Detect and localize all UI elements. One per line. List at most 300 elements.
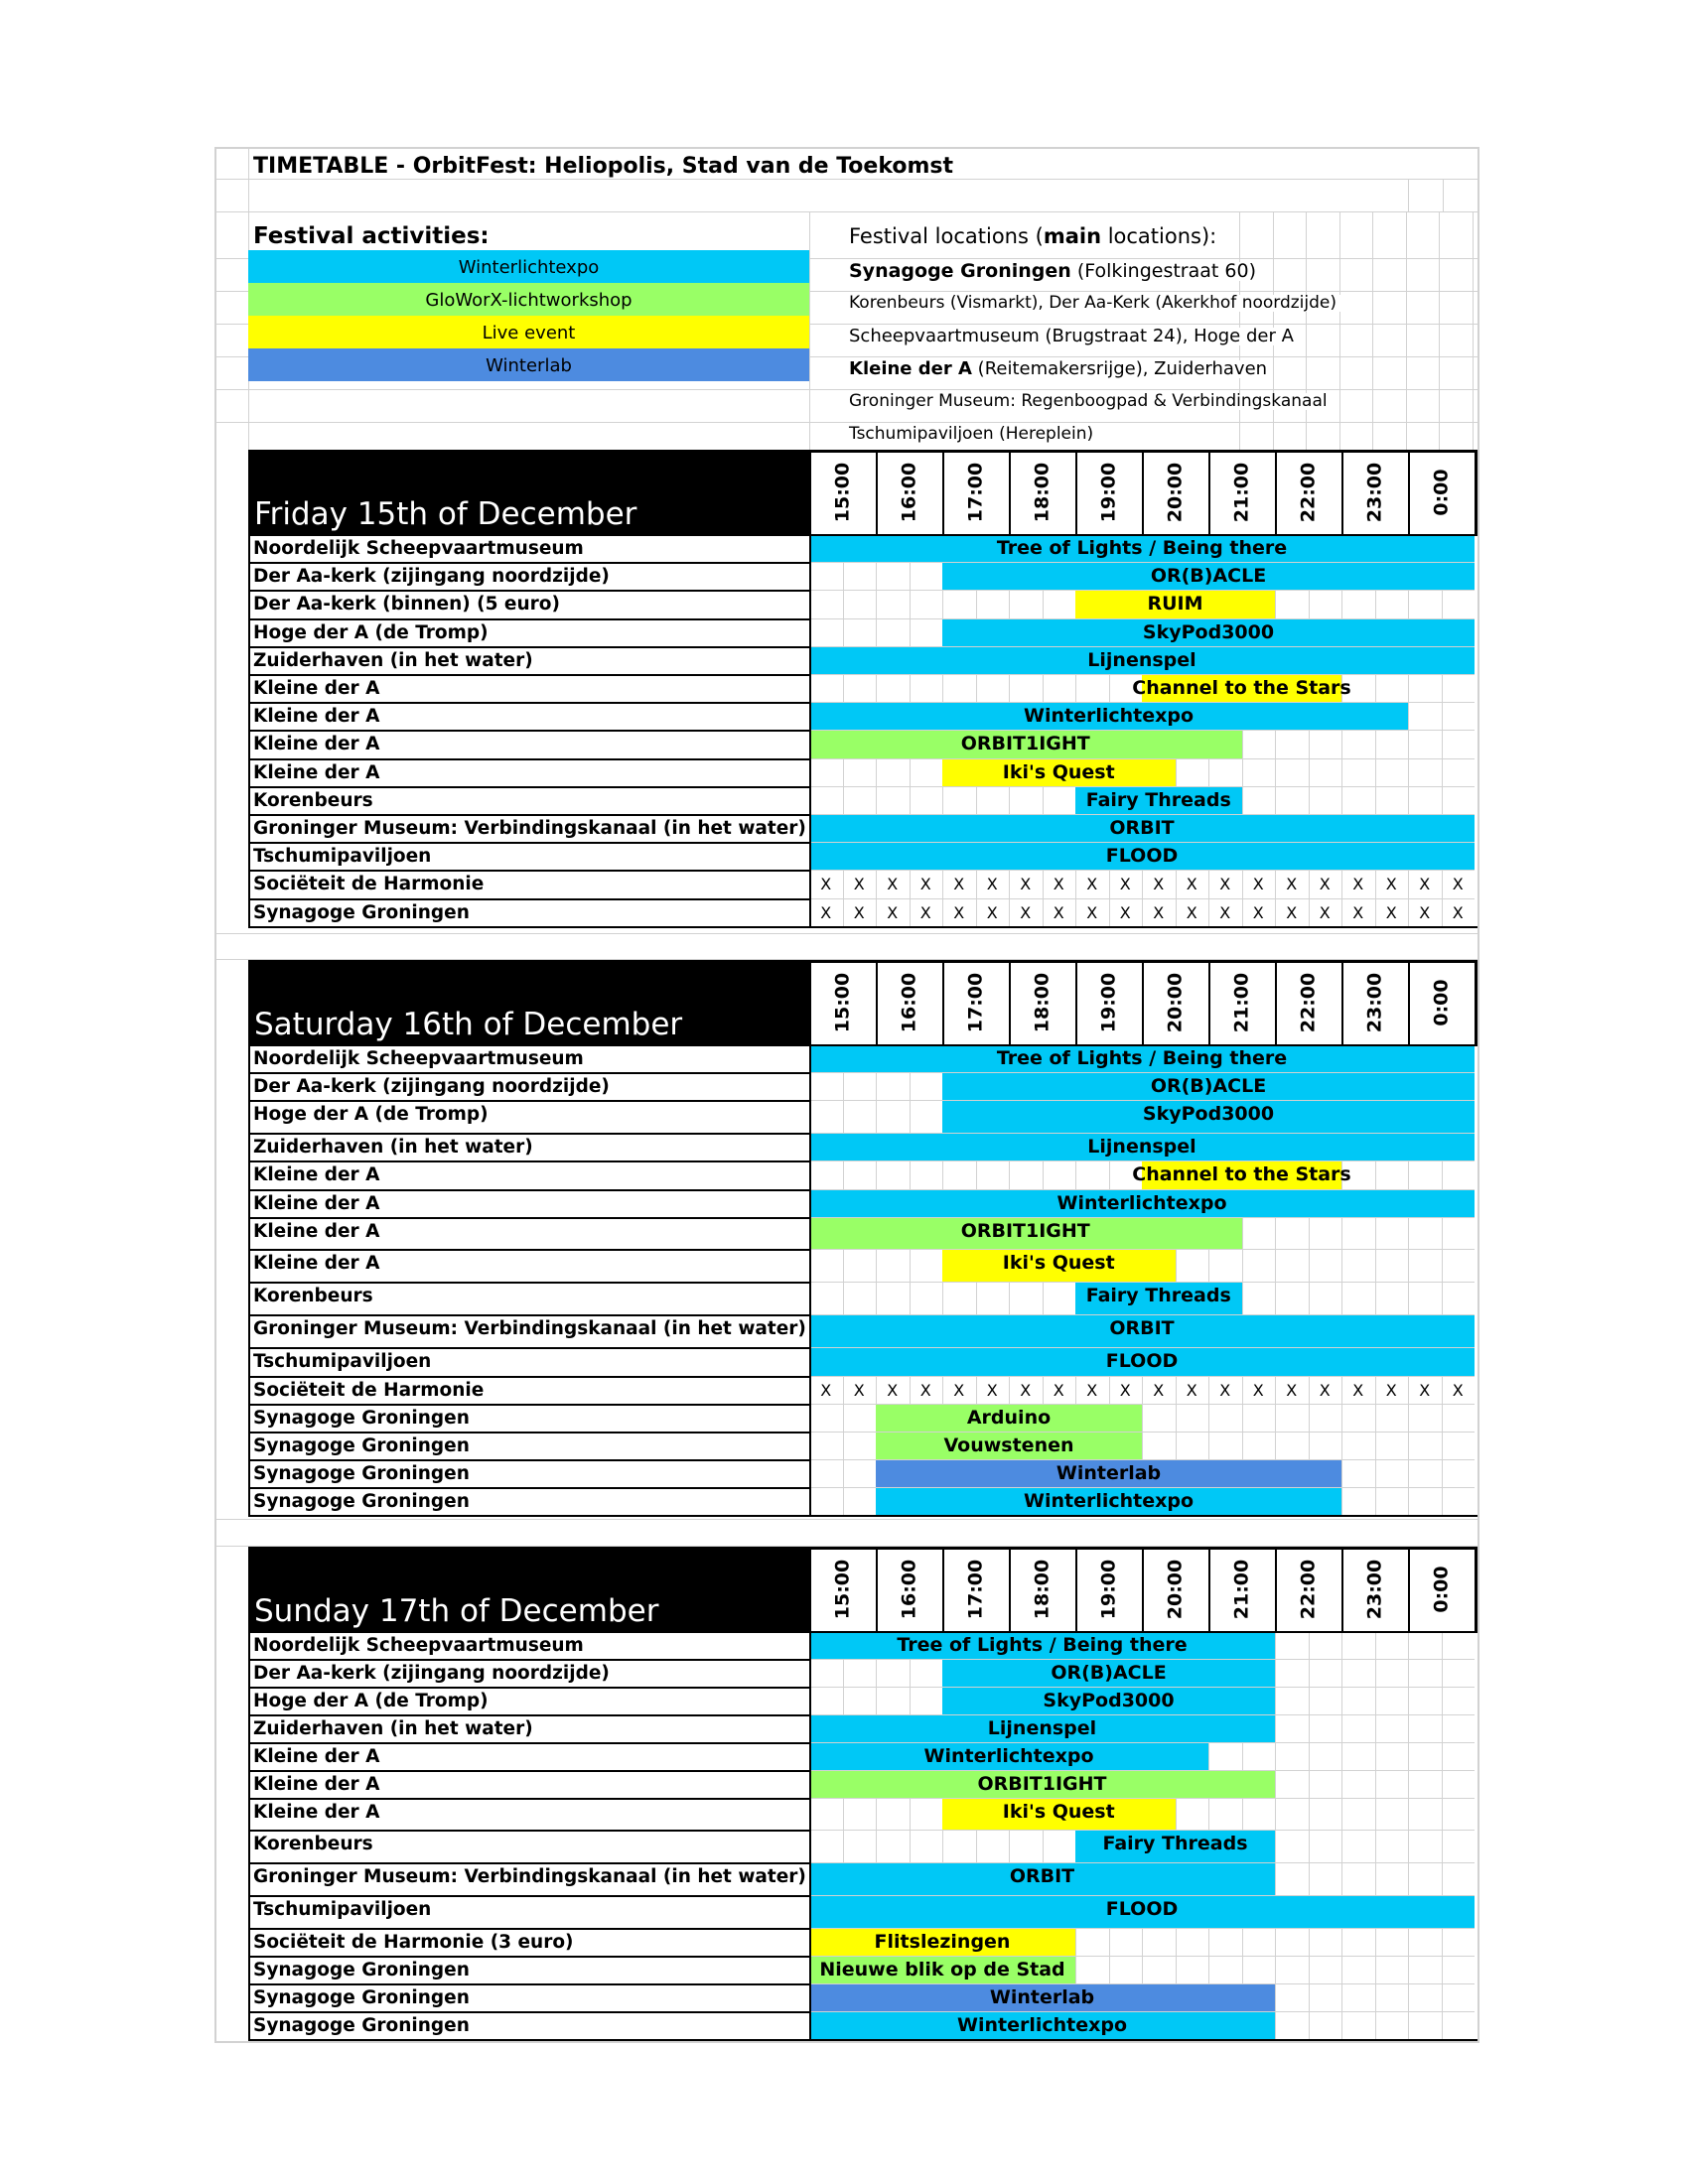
closed-x-mark: X [1419,875,1431,894]
header-bottom-line [248,1044,1477,1046]
row-line [248,1100,809,1102]
legend-label: Winterlab [486,355,572,376]
hour-label: 21:00 [1230,462,1252,522]
sub-grid-line [1442,1631,1443,2039]
hour-col-line [876,450,878,534]
location-detail: (Folkingestraat 60) [1070,260,1256,282]
venue-name: Hoge der A (de Tromp) [253,1691,489,1711]
activity-label: OR(B)ACLE [1051,1662,1167,1684]
closed-x-mark: X [1119,875,1131,894]
hour-label: 20:00 [1164,1559,1186,1619]
venue-name: Der Aa-kerk (zijingang noordzijde) [253,1663,610,1684]
top-grid-line [1408,179,1409,211]
activity-label: Winterlichtexpo [923,1745,1094,1767]
activity-label: OR(B)ACLE [1150,565,1267,588]
table-right-line [1476,450,1477,534]
hour-col-line [1208,450,1210,534]
activity-label: Fairy Threads [1085,1285,1231,1306]
row-line [248,1217,809,1219]
activity-label: OR(B)ACLE [1150,1075,1267,1097]
spacer-row-line [214,1519,1477,1520]
venue-name: Korenbeurs [253,789,373,811]
spacer-row-line [214,959,1477,960]
closed-x-mark: X [953,902,965,922]
venue-name: Kleine der A [253,1164,380,1185]
hour-label: 15:00 [831,972,853,1032]
row-line [248,618,809,620]
activity-label: FLOOD [1105,845,1179,868]
row-line [248,1742,809,1744]
closed-x-mark: X [1186,902,1197,922]
activity-label: SkyPod3000 [1043,1690,1175,1711]
row-line [248,1983,809,1985]
venue-name: Synagoge Groningen [253,1435,470,1456]
top-row-line [214,179,1477,180]
closed-x-mark: X [986,875,998,894]
table-bottom-line [248,926,1477,928]
venue-name: Synagoge Groningen [253,1408,470,1429]
legend-divider [809,211,810,450]
table-bottom-line [248,2039,1477,2041]
row-line [248,674,809,676]
activity-label: Fairy Threads [1102,1833,1248,1854]
hour-label: 18:00 [1031,1559,1053,1619]
venue-name: Groninger Museum: Verbindingskanaal (in het water) [253,1866,806,1887]
row-line [248,730,809,732]
activity-label: Arduino [966,1407,1052,1429]
closed-x-mark: X [1020,875,1032,894]
hour-label: 22:00 [1297,1559,1319,1619]
closed-x-mark: X [1286,902,1298,922]
activity-label: SkyPod3000 [1142,1103,1275,1125]
closed-x-mark: X [986,902,998,922]
venue-name: Kleine der A [253,734,380,755]
hour-label: 17:00 [964,1559,986,1619]
activity-label: Lijnenspel [1087,648,1196,671]
row-line [248,1487,809,1489]
closed-x-mark: X [1352,875,1364,894]
hour-col-line [1075,450,1077,534]
hour-col-line [1341,1547,1343,1631]
activity-label: SkyPod3000 [1142,620,1275,643]
hour-col-line [1341,960,1343,1044]
row-line [248,1404,809,1406]
row-line [248,1376,809,1378]
activity-label: ORBIT1IGHT [960,1220,1090,1242]
row-line [248,646,809,648]
hour-label: 21:00 [1230,972,1252,1032]
closed-x-mark: X [1252,875,1264,894]
sub-grid-line [1341,1631,1342,2039]
activity-label: Tree of Lights / Being there [996,537,1288,559]
hour-label: 16:00 [898,1559,919,1619]
table-right-line [1476,1547,1477,1631]
row-line [248,1687,809,1689]
row-line [248,1714,809,1716]
locations-heading-part: Festival locations ( [849,224,1044,248]
hour-col-line [1408,450,1410,534]
venue-name: Zuiderhaven (in het water) [253,1718,533,1739]
closed-x-mark: X [887,902,899,922]
names-right-line [809,1547,811,2040]
sub-grid-line [1375,1631,1376,2039]
closed-x-mark: X [1020,1381,1032,1400]
hour-col-line [1142,960,1144,1044]
hour-col-line [942,960,944,1044]
row-line [248,1830,809,1832]
row-grid-line [809,898,1475,899]
closed-x-mark: X [1186,875,1197,894]
row-line [248,1895,809,1897]
venue-name: Hoge der A (de Tromp) [253,621,489,643]
row-line [248,1347,809,1349]
activity-label: Winterlichtexpo [956,2014,1128,2036]
hour-col-line [1275,960,1277,1044]
table-left-line [248,1547,250,2039]
closed-x-mark: X [1385,1381,1397,1400]
activity-label: Iki's Quest [1002,1252,1115,1274]
closed-x-mark: X [1286,875,1298,894]
top-row-line [214,422,1477,423]
row-line [248,1133,809,1135]
table-left-line [248,960,250,1515]
hour-col-line [1341,450,1343,534]
hour-label: 17:00 [964,462,986,522]
page-title: TIMETABLE - OrbitFest: Heliopolis, Stad van de Toekomst [253,154,954,179]
closed-x-mark: X [1153,1381,1165,1400]
hour-label: 22:00 [1297,972,1319,1032]
closed-x-mark: X [1319,1381,1331,1400]
hour-col-line [942,1547,944,1631]
venue-name: Synagoge Groningen [253,1491,470,1512]
day-title: Sunday 17th of December [254,1593,659,1629]
closed-x-mark: X [1319,902,1331,922]
header-bottom-line [248,1631,1477,1633]
closed-x-mark: X [1452,902,1464,922]
location-item [849,295,1342,312]
top-grid-line [1372,211,1373,450]
hour-col-line [876,1547,878,1631]
activity-label: FLOOD [1105,1350,1179,1372]
location-detail: (Reitemakersrijge), Zuiderhaven [971,358,1268,379]
row-line [248,898,809,900]
locations-heading [849,226,1216,247]
venue-name: Zuiderhaven (in het water) [253,649,533,671]
activity-label: ORBIT1IGHT [960,733,1090,755]
venue-name: Tschumipaviljoen [253,1899,432,1920]
hour-label: 18:00 [1031,462,1053,522]
hour-col-line [1075,960,1077,1044]
closed-x-mark: X [1452,875,1464,894]
sheet-border-top [214,147,1477,149]
activity-label: Iki's Quest [1002,1801,1115,1823]
closed-x-mark: X [1252,902,1264,922]
row-line [248,870,809,872]
row-line [248,1659,809,1661]
venue-name: Hoge der A (de Tromp) [253,1104,489,1125]
activity-label: Winterlichtexpo [1056,1192,1227,1214]
closed-x-mark: X [953,1381,965,1400]
hour-col-line [1075,1547,1077,1631]
venue-name: Synagoge Groningen [253,2015,470,2036]
hour-label: 16:00 [898,462,919,522]
activity-label: ORBIT [1109,817,1175,839]
hour-col-line [1009,450,1011,534]
location-item [849,360,1273,378]
row-line [248,1928,809,1930]
venue-name: Groninger Museum: Verbindingskanaal (in het water) [253,1318,806,1339]
closed-x-mark: X [919,902,931,922]
location-item [849,262,1262,281]
location-detail: Korenbeurs (Vismarkt), Der Aa-Kerk (Akerkhof noordzijde) [849,293,1336,313]
activity-label: Channel to the Stars [1132,1163,1351,1185]
hour-label: 22:00 [1297,462,1319,522]
closed-x-mark: X [953,875,965,894]
venue-name: Sociëteit de Harmonie [253,874,485,895]
activity-label: Winterlichtexpo [1023,1490,1195,1512]
activity-label: Lijnenspel [1087,1136,1196,1158]
top-row-line [214,389,1477,390]
hour-label: 20:00 [1164,972,1186,1032]
activity-label: RUIM [1147,593,1203,615]
activity-label: Flitslezingen [874,1931,1011,1953]
closed-x-mark: X [1286,1381,1298,1400]
activity-label: Iki's Quest [1002,760,1115,783]
venue-name: Kleine der A [253,1221,380,1242]
venue-name: Korenbeurs [253,1834,373,1854]
venue-name: Kleine der A [253,1802,380,1823]
activity-label: Tree of Lights / Being there [897,1634,1188,1656]
locations-heading-part: locations): [1101,224,1217,248]
hour-label: 18:00 [1031,972,1053,1032]
closed-x-mark: X [1252,1381,1264,1400]
venue-name: Synagoge Groningen [253,901,470,923]
row-line [248,842,809,844]
activity-label: Winterlichtexpo [1023,705,1195,728]
names-right-line [809,450,811,927]
location-detail: Scheepvaartmuseum (Brugstraat 24), Hoge der A [849,326,1294,346]
venue-name: Kleine der A [253,1746,380,1767]
venue-name: Korenbeurs [253,1286,373,1306]
closed-x-mark: X [1219,902,1231,922]
venue-name: Tschumipaviljoen [253,1351,432,1372]
row-line [248,1432,809,1433]
hour-col-line [1275,450,1277,534]
closed-x-mark: X [1419,1381,1431,1400]
row-line [248,1459,809,1461]
hour-label: 0:00 [1430,468,1452,516]
venue-name: Tschumipaviljoen [253,846,432,868]
closed-x-mark: X [1053,902,1064,922]
hour-col-line [1275,1547,1277,1631]
closed-x-mark: X [1119,1381,1131,1400]
legend-label: Winterlichtexpo [458,257,600,278]
closed-x-mark: X [1086,902,1098,922]
top-row-line [214,211,1477,212]
hour-label: 15:00 [831,462,853,522]
hour-label: 15:00 [831,1559,853,1619]
activity-label: ORBIT [1109,1317,1175,1339]
row-line [248,1956,809,1958]
closed-x-mark: X [919,875,931,894]
venue-name: Der Aa-kerk (zijingang noordzijde) [253,1076,610,1097]
spacer-row-line [214,933,1477,934]
hour-col-line [1142,1547,1144,1631]
closed-x-mark: X [1153,902,1165,922]
hour-label: 21:00 [1230,1559,1252,1619]
venue-name: Synagoge Groningen [253,1987,470,2008]
closed-x-mark: X [887,875,899,894]
body-right-line [1477,1044,1478,1515]
row-line [248,1189,809,1191]
location-item [849,426,1099,443]
hour-label: 23:00 [1363,462,1385,522]
row-line [248,1072,809,1074]
venue-name: Der Aa-kerk (binnen) (5 euro) [253,594,560,615]
closed-x-mark: X [1053,875,1064,894]
hour-col-line [1408,960,1410,1044]
closed-x-mark: X [1053,1381,1064,1400]
activity-label: FLOOD [1105,1898,1179,1920]
table-left-line [248,450,250,926]
venue-name: Sociëteit de Harmonie (3 euro) [253,1932,574,1953]
row-line [248,758,809,760]
hour-col-line [876,960,878,1044]
closed-x-mark: X [820,1381,832,1400]
hour-label: 19:00 [1097,1559,1119,1619]
venue-name: Kleine der A [253,678,380,699]
row-line [248,562,809,564]
body-right-line [1477,534,1478,926]
closed-x-mark: X [1319,875,1331,894]
closed-x-mark: X [853,875,865,894]
activity-label: Channel to the Stars [1132,677,1351,699]
location-item [849,328,1300,345]
location-detail: Groninger Museum: Regenboogpad & Verbindingskanaal [849,391,1328,411]
venue-name: Synagoge Groningen [253,1960,470,1980]
venue-name: Kleine der A [253,1193,380,1214]
activity-label: Vouwstenen [943,1434,1074,1456]
hour-label: 0:00 [1430,978,1452,1026]
legend-heading: Festival activities: [253,223,490,249]
top-grid-line [1473,211,1474,450]
sub-grid-line [1309,1631,1310,2039]
legend-label: GloWorX-lichtworkshop [425,290,633,311]
row-line [248,786,809,788]
sub-grid-line [1408,1631,1409,2039]
venue-name: Der Aa-kerk (zijingang noordzijde) [253,566,610,588]
closed-x-mark: X [1219,875,1231,894]
venue-name: Kleine der A [253,1253,380,1274]
legend-label: Live event [482,323,576,343]
top-grid-line [1439,211,1440,450]
table-bottom-line [248,1515,1477,1517]
closed-x-mark: X [986,1381,998,1400]
hour-label: 16:00 [898,972,919,1032]
venue-name: Zuiderhaven (in het water) [253,1137,533,1158]
activity-label: Tree of Lights / Being there [996,1047,1288,1069]
spacer-row-line [214,1546,1477,1547]
header-bottom-line [248,534,1477,536]
activity-label: Lijnenspel [987,1717,1097,1739]
sub-grid-line [1275,1631,1276,2039]
location-item [849,393,1334,410]
row-line [248,590,809,592]
venue-name: Kleine der A [253,1774,380,1795]
closed-x-mark: X [1219,1381,1231,1400]
sheet-border-left [214,147,216,2043]
hour-col-line [1009,960,1011,1044]
activity-label: Nieuwe blik op de Stad [819,1959,1065,1980]
row-line [248,2011,809,2013]
row-line [248,814,809,816]
venue-name: Groninger Museum: Verbindingskanaal (in het water) [253,818,806,839]
table-right-line [1476,960,1477,1044]
row-grid-line [809,870,1475,871]
venue-name: Noordelijk Scheepvaartmuseum [253,1635,584,1656]
row-line [248,1282,809,1284]
hour-col-line [942,450,944,534]
closed-x-mark: X [1352,1381,1364,1400]
day-title: Friday 15th of December [254,496,637,532]
closed-x-mark: X [1186,1381,1197,1400]
hour-label: 19:00 [1097,972,1119,1032]
closed-x-mark: X [820,875,832,894]
venue-name: Kleine der A [253,761,380,783]
hour-col-line [1142,450,1144,534]
venue-name: Noordelijk Scheepvaartmuseum [253,1048,584,1069]
row-line [248,1770,809,1772]
row-line [248,1862,809,1864]
closed-x-mark: X [853,1381,865,1400]
closed-x-mark: X [820,902,832,922]
closed-x-mark: X [1020,902,1032,922]
closed-x-mark: X [1086,1381,1098,1400]
names-right-line [809,960,811,1516]
closed-x-mark: X [1352,902,1364,922]
hour-label: 20:00 [1164,462,1186,522]
hour-label: 17:00 [964,972,986,1032]
closed-x-mark: X [887,1381,899,1400]
venue-name: Noordelijk Scheepvaartmuseum [253,538,584,559]
closed-x-mark: X [853,902,865,922]
top-grid-line [1406,211,1407,450]
venue-name: Kleine der A [253,706,380,728]
hour-label: 23:00 [1363,972,1385,1032]
row-line [248,1314,809,1316]
hour-label: 19:00 [1097,462,1119,522]
top-grid-line [1339,211,1340,450]
day-title: Saturday 16th of December [254,1007,683,1042]
hour-col-line [1408,1547,1410,1631]
row-line [248,1249,809,1251]
hour-label: 23:00 [1363,1559,1385,1619]
row-line [248,702,809,704]
location-name: Kleine der A [849,358,972,379]
activity-label: ORBIT1IGHT [977,1773,1107,1795]
row-line [248,1160,809,1162]
body-right-line [1477,1631,1478,2039]
locations-heading-part: main [1043,224,1102,248]
closed-x-mark: X [1385,875,1397,894]
closed-x-mark: X [919,1381,931,1400]
top-grid-line [1443,179,1444,211]
hour-col-line [1208,1547,1210,1631]
row-grid-line [809,1376,1475,1377]
hour-col-line [1009,1547,1011,1631]
closed-x-mark: X [1153,875,1165,894]
closed-x-mark: X [1419,902,1431,922]
